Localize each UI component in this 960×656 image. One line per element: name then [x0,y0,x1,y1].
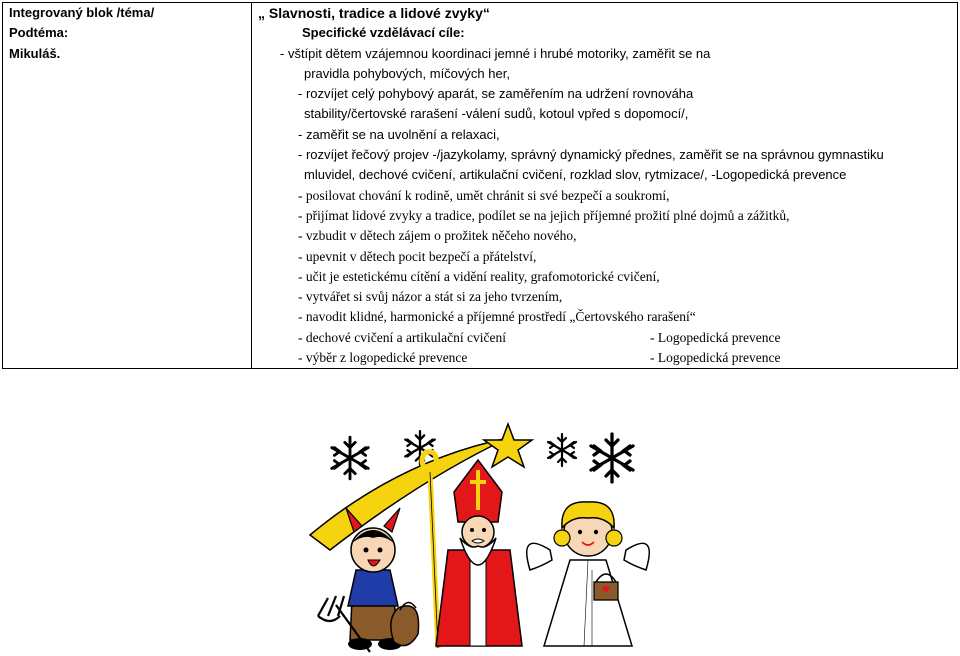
mikulas-illustration [300,420,650,656]
snowflake-icon [591,434,633,482]
block-title: „ Slavnosti, tradice a lidové zvyky“ [258,5,490,21]
saint-nicholas-figure [422,452,522,648]
goals-heading: Specifické vzdělávací cíle: [302,25,465,41]
goal-item-continued: mluvidel, dechové cvičení, artikulační cvičení, rozklad slov, rytmizace/, -Logopedická prevence [304,167,847,183]
topic-label: Integrovaný blok /téma/ [9,5,155,20]
content-cell [252,3,958,369]
goal-item: - vytvářet si svůj názor a stát si za jeho tvrzením, [298,289,563,305]
goal-item: - vzbudit v dětech zájem o prožitek něčeho nového, [298,228,577,244]
subtopic-value: Mikuláš. [9,45,61,61]
goal-item: - učit je estetickému cítění a vidění reality, grafomotorické cvičení, [298,268,660,284]
goal-activity: - výběr z logopedické prevence [298,350,468,366]
goal-item: - upevnit v dětech pocit bezpečí a přátelství, [298,248,537,264]
lesson-plan-table [2,2,958,369]
snowflake-icon [332,437,368,479]
goal-item: - vštípit dětem vzájemnou koordinaci jemné i hrubé motoriky, zaměřit se na [280,45,711,61]
goal-item: - posilovat chování k rodině, umět chránit si své bezpečí a soukromí, [298,187,670,203]
angel-figure [527,502,650,646]
goal-item: - přijímat lidové zvyky a tradice, podílet se na jejich příjemné prožití plné dojmů a zážitků, [298,207,790,223]
goal-item-split [258,348,951,368]
goal-item-continued: pravidla pohybových, míčových her, [304,65,510,81]
snowflake-icon [548,434,576,466]
goal-category: - Logopedická prevence [650,350,781,366]
goal-item: - navodit klidné, harmonické a příjemné prostředí „Čertovského rarašení“ [298,309,696,325]
labels-cell [3,3,252,369]
goal-item: - rozvíjet celý pohybový aparát, se zaměřením na udržení rovnováha [298,86,694,102]
goal-item: - rozvíjet řečový projev -/jazykolamy, správný dynamický přednes, zaměřit se na správnou gymnastiku [298,147,884,163]
goal-item-continued: stability/čertovské rarašení -válení sudů, kotoul vpřed s dopomocí/, [304,106,689,122]
goal-activity: - dechové cvičení a artikulační cvičení [298,329,507,345]
goal-item-split [258,328,951,348]
goal-category: - Logopedická prevence [650,329,781,345]
subtopic-label: Podtéma: [9,25,69,41]
goal-item: - zaměřit se na uvolnění a relaxaci, [298,126,500,142]
